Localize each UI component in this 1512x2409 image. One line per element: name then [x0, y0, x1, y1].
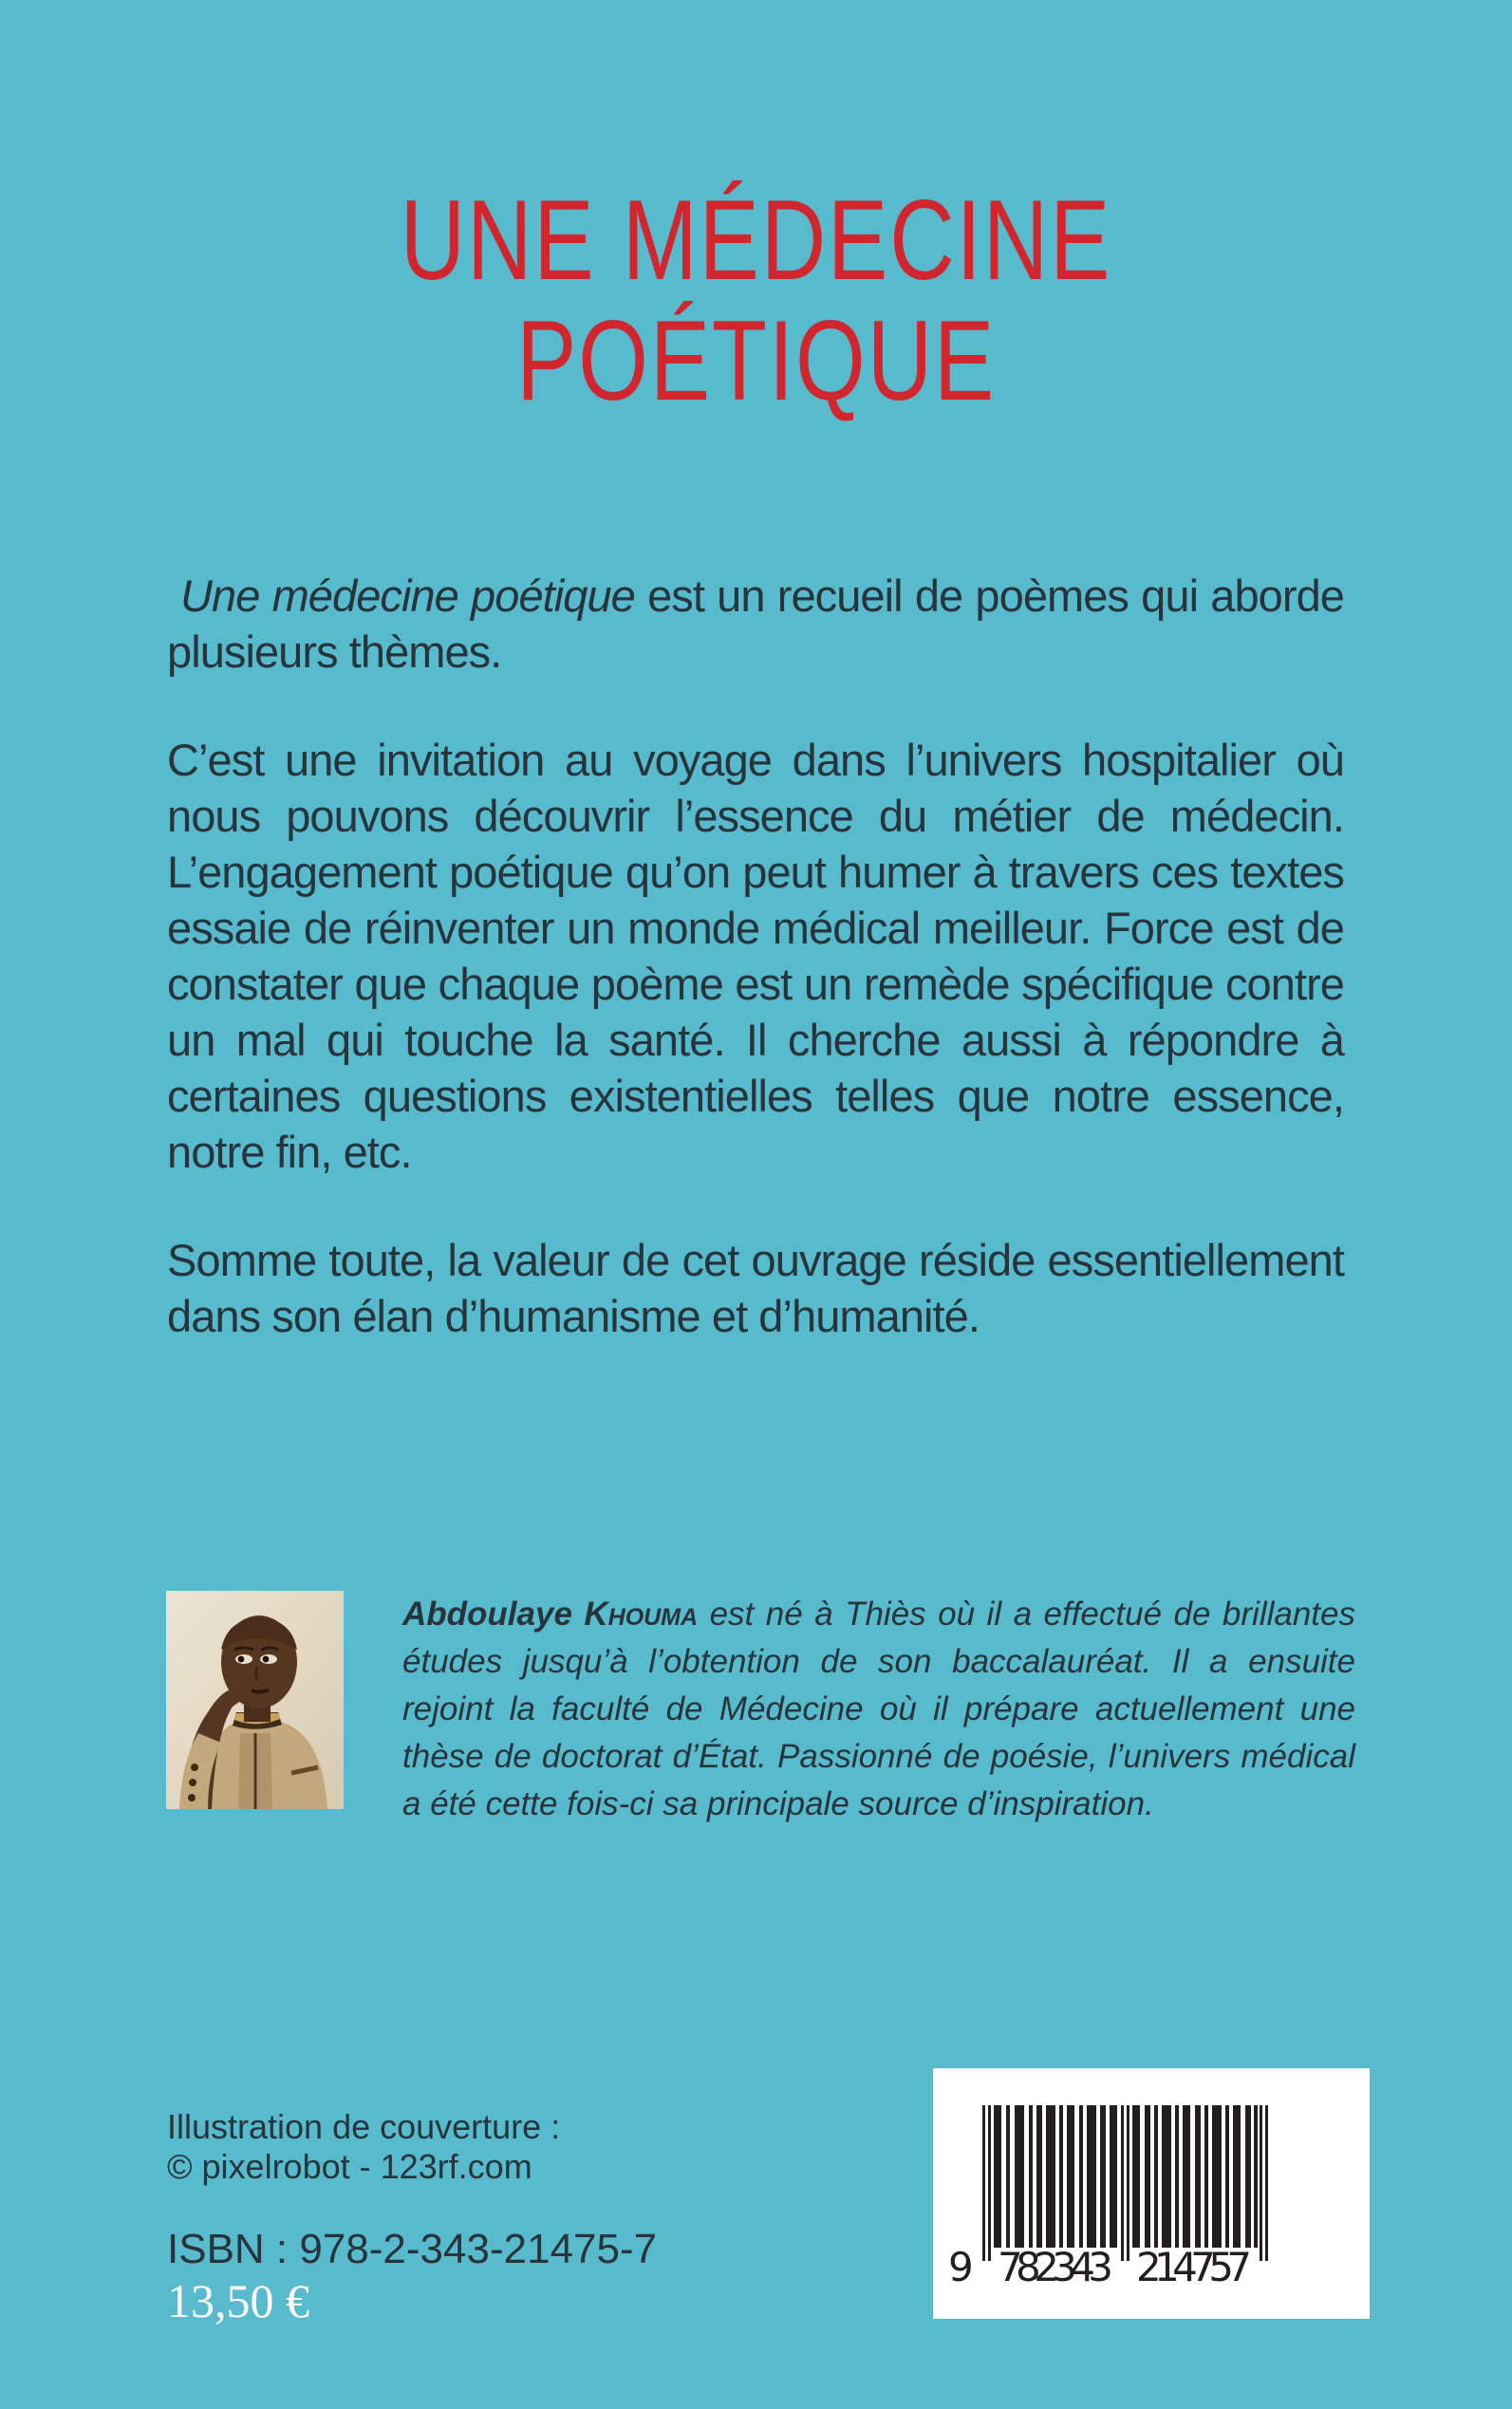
author-portrait-illustration [166, 1591, 344, 1809]
barcode-digit-prefix: 9 [948, 2244, 974, 2290]
author-bio-text [402, 1591, 1355, 1828]
synopsis-paragraph-1 [167, 568, 1344, 680]
barcode-digit-group1: 782343 [998, 2244, 1113, 2290]
isbn-number: ISBN : 978-2-343-21475-7 [167, 2226, 658, 2272]
synopsis-paragraph-2: C’est une invitation au voyage dans l’univers hospitalier où nous pouvons découvrir l’essence du métier de médecin. L’engagement poétique qu’on peut humer à travers ces textes essaie de réinventer un monde médical meilleur. Force est de constater que chaque poème est un remède spécifique contre un mal qui touche la santé. Il cherche aussi à répondre à certaines questions existentielles telles que notre essence, notre fin, etc. [167, 735, 1344, 1177]
author-bio-section [166, 1591, 1355, 1828]
price: 13,50 € [167, 2274, 309, 2327]
ean13-barcode [933, 2068, 1370, 2319]
credit-line-1: Illustration de couverture : [167, 2107, 561, 2146]
synopsis-paragraph-3: Somme toute, la valeur de cet ouvrage réside essentiellement dans son élan d’humanisme et d’humanité. [167, 1235, 1344, 1341]
book-title-line2: POÉTIQUE [515, 297, 997, 424]
synopsis [167, 568, 1344, 1344]
synopsis-paragraph-1-text: est un recueil de poèmes qui aborde plusieurs thèmes. [167, 570, 1344, 677]
barcode-panel [933, 2068, 1370, 2319]
book-title-line1: UNE MÉDECINE [400, 177, 1112, 304]
cover-illustration-credit [167, 2107, 560, 2187]
author-first-name: Abdoulaye [402, 1596, 585, 1633]
author-last-name: Khouma [584, 1596, 699, 1633]
author-bio-body: est né à Thiès où il a effectué de brillantes études jusqu’à l’obtention de son baccalauréat. Il a ensuite rejoint la faculté de Médecine où il prépare actuellement une thèse de doctorat d’État. Passionné de poésie, l’univers médical a été cette fois-ci sa principale source d’inspiration. [402, 1596, 1355, 1822]
book-title [0, 177, 1512, 424]
synopsis-book-name: Une médecine poétique [180, 570, 635, 621]
author-photo [166, 1591, 344, 1809]
barcode-digit-group2: 214757 [1136, 2244, 1252, 2290]
credit-line-2: © pixelrobot - 123rf.com [167, 2147, 532, 2186]
